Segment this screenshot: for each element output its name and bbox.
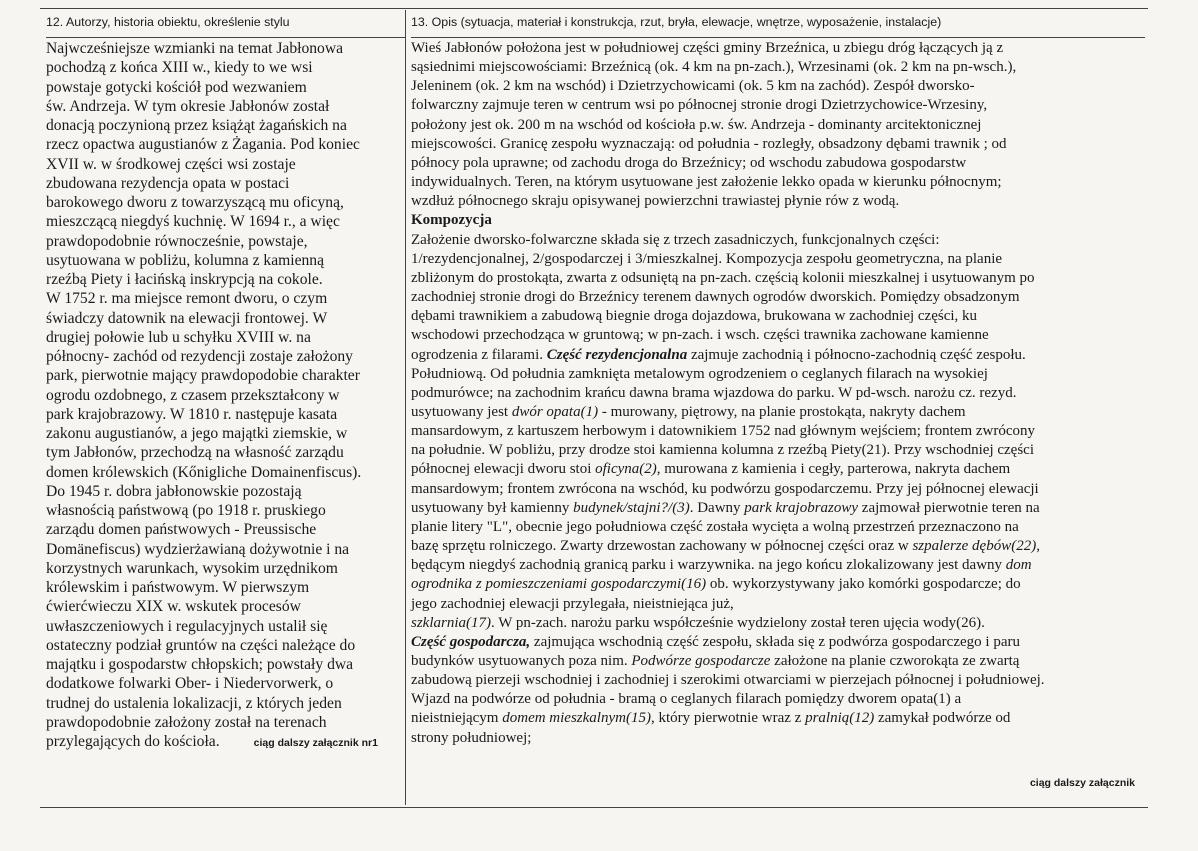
text-line: północny- zachód od rezydencji zostaje założony bbox=[46, 348, 353, 365]
text-run: ob. wykorzystywany jako komórki gospodarcze; do bbox=[706, 576, 1021, 593]
text-line: strony południowej; bbox=[411, 729, 532, 746]
text-line: ćwierćwieczu XIX w. wskutek procesów bbox=[46, 598, 301, 616]
text-line: usytuowana w pobliżu, kolumna z kamienną bbox=[46, 251, 325, 269]
text-line: rzeźbą Piety i łacińską inskrypcją na cokole. bbox=[46, 271, 323, 288]
text-line: dodatkowe folwarki Ober- i Niedervorwerk, o bbox=[46, 675, 334, 693]
term-farm-part: Część gospodarcza, bbox=[411, 633, 531, 650]
text-line: sąsiednimi miejscowościami: Brzeźnicą (ok. 4 km na pn-zach.), Wrzesinami (ok. 2 km na pn-wsch.), bbox=[411, 59, 1017, 76]
text-run: ogrodzenia z filarami. bbox=[411, 346, 547, 363]
text-line: św. Andrzeja. W tym okresie Jabłonów został bbox=[46, 97, 330, 115]
text-line: rzecz opactwa augustianów z Żagania. Pod koniec bbox=[46, 136, 360, 154]
text-line bbox=[411, 346, 1145, 365]
text-line: wschodowi przechodząca w gruntową; w pn-zach. i wsch. części trawnika zachowane kamienne bbox=[411, 327, 989, 344]
text-line: prawdopodobnie równocześnie, powstaje, bbox=[46, 232, 308, 250]
text-line: zachodniej stronie drogi do Brzeźnicy terenem dawnych ogrodów dworskich. Pomiędzy obsadzonym bbox=[411, 289, 1020, 306]
subsection-title: Kompozycja bbox=[411, 212, 492, 229]
text-line: W 1752 r. ma miejsce remont dworu, o czym bbox=[46, 290, 328, 308]
text-line: świadczy datownik na elewacji frontowej. W bbox=[46, 309, 328, 327]
section-description bbox=[407, 10, 1145, 805]
text-line: ogrodu ozdobnego, z czasem przekształcony w bbox=[46, 386, 340, 404]
text-run: założone na planie czworokąta ze zwartą bbox=[770, 653, 1020, 669]
text-line bbox=[411, 652, 1145, 671]
text-line: mansardowym; frontem zwrócona na wschód, ku podwórzu gospodarczemu. Przy jej północnej elewacji bbox=[411, 480, 1039, 497]
text-line: Jeleninem (ok. 2 km na wschód) i Dzietrzychowicami (ok. 5 km na zachód). Zespół dworsko- bbox=[411, 78, 975, 95]
text-line bbox=[411, 403, 1145, 422]
continuation-note-right: ciąg dalszy załącznik bbox=[1029, 777, 1135, 789]
term-residential-house: domem mieszkalnym(15) bbox=[502, 710, 651, 727]
text-run: zajmuje zachodnią i północno-zachodnią część zespołu. bbox=[687, 346, 1026, 363]
text-line: Założenie dworsko-folwarczne składa się z trzech zasadniczych, funkcjonalnych części: bbox=[411, 231, 940, 248]
text-line: zbudowana rezydencja opata w postaci bbox=[46, 174, 290, 192]
text-line: powstaje gotycki kościół pod wezwaniem bbox=[46, 78, 307, 96]
text-run: zamykał podwórze od bbox=[874, 710, 1011, 727]
text-line: wzdłuż północnego skraju opisywanej powierzchni trawiastej płynie rów z wodą. bbox=[411, 193, 900, 210]
term-residential-part: Część rezydencjonalna bbox=[546, 346, 688, 363]
continuation-note-left: ciąg dalszy załącznik nr1 bbox=[253, 737, 378, 749]
term-gardener-house-cont: ogrodnika z pomieszczeniami gospodarczymi(16) bbox=[411, 576, 707, 593]
term-outbuilding: oficyna(2) bbox=[595, 461, 657, 478]
term-laundry: pralnią(12) bbox=[805, 710, 875, 727]
text-line bbox=[411, 537, 1145, 556]
text-line: 1/rezydencjonalnej, 2/gospodarczej i 3/mieszkalnej. Kompozycja zespołu geometryczna, na planie bbox=[411, 250, 1003, 267]
text-line: Wjazd na podwórze od południa - bramą o ceglanych filarach pomiędzy dworem opata(1) a bbox=[411, 691, 962, 708]
text-line: własnością państwową (po 1918 r. pruskiego bbox=[46, 502, 326, 519]
text-line: północy pola uprawne; od zachodu droga do Brzeźnicy; od wschodu zabudowa gospodarstw bbox=[411, 154, 967, 171]
text-line: park krajobrazowy. W 1810 r. następuje kasata bbox=[46, 405, 338, 423]
text-line: drugiej połowie lub u schyłku XVIII w. na bbox=[46, 328, 311, 346]
text-line: Domänefiscus) wydzierżawianą dożywotnie i na bbox=[46, 540, 350, 558]
text-line: zakonu augustianów, a jego majątki ziemskie, w bbox=[46, 425, 348, 442]
text-line: miejscowości. Granicę zespołu wyznaczają: od południa - rozległy, obsadzony dębami trawnik ; od bbox=[411, 135, 1007, 152]
text-line: położony jest ok. 200 m na wschód od kościoła p.w. św. Andrzeja - dominanty arcitektonicznej bbox=[411, 116, 982, 133]
text-line: ostateczny podział gruntów na części należące do bbox=[46, 636, 356, 654]
text-line bbox=[411, 575, 1145, 594]
section-heading-12: 12. Autorzy, historia obiektu, określenie stylu bbox=[46, 13, 405, 38]
text-line: Najwcześniejsze wzmianki na temat Jabłonowa bbox=[46, 40, 344, 57]
text-run: będącym niegdyś zachodnią granicą parku i warzywnika. na jego końcu zlokalizowany jest dawny bbox=[411, 557, 1006, 574]
text-line: Południową. Od południa zamknięta metalowym ogrodzeniem o ceglanych filarach na wysokiej bbox=[411, 365, 988, 382]
text-line: zbliżonym do prostokąta, zwarta z odsuniętą na pn-zach. częścią kolonii mieszkalnej i usytuowanym po bbox=[411, 269, 1035, 286]
text-line: uwłaszczeniowych i regulacyjnych ustalił się bbox=[46, 617, 328, 635]
text-line bbox=[411, 460, 1145, 479]
text-line: mieszczącą niegdyś kuchnię. W 1694 r., a więc bbox=[46, 213, 340, 231]
text-line bbox=[411, 614, 1145, 633]
text-line: planie litery "L", obecnie jego południowa część została wycięta a wolną przestrzeń przeznaczono na bbox=[411, 518, 1019, 535]
text-run: budynków usytuowanych poza nim. bbox=[411, 653, 632, 669]
term-farmyard: Podwórze gospodarcze bbox=[631, 653, 771, 669]
text-line bbox=[411, 709, 1145, 728]
text-line: domen królewskich (Kőnigliche Domainenfiscus). bbox=[46, 463, 362, 481]
text-line: barokowego dworu z towarzyszącą mu oficyną, bbox=[46, 194, 344, 211]
text-line: majątku i gospodarstw chłopskich; powstały dwa bbox=[46, 656, 354, 673]
text-run: usytuowany był kamienny bbox=[411, 499, 574, 516]
text-line: zarządu domen państwowych - Preussische bbox=[46, 521, 317, 539]
text-line: trudnej do ustalenia lokalizacji, z których jeden bbox=[46, 694, 342, 712]
text-run: zajmująca wschodnią część zespołu, składa się z podwórza gospodarczego i paru bbox=[530, 633, 1020, 650]
text-run: zajmował pierwotnie teren na bbox=[858, 499, 1040, 516]
text-line: folwarczny zajmuje teren w centrum wsi po północnej stronie drogi Dzietrzychowice-Wrzesiny, bbox=[411, 97, 988, 114]
text-line: królewskim i państwowym. W pierwszym bbox=[46, 579, 310, 596]
text-line: prawdopodobnie założony został na terenach bbox=[46, 713, 327, 731]
text-run: . W pn-zach. narożu parku współcześnie wydzielony został teren ujęcia wody(26). bbox=[491, 614, 985, 631]
text-line: podmurówce; na zachodnim krańcu dawna brama wjazdowa do parku. W pd-wsch. narożu cz. rezyd. bbox=[411, 384, 1017, 401]
section-history bbox=[42, 10, 406, 805]
text-line: park, pierwotnie mający prawdopodobie charakter bbox=[46, 367, 360, 385]
term-greenhouse: szklarnia(17) bbox=[411, 614, 491, 631]
text-run: , bbox=[1036, 538, 1040, 555]
text-run: nieistniejącym bbox=[411, 710, 503, 727]
last-line-text: przylegających do kościoła. bbox=[46, 733, 220, 750]
text-line: na południe. W pobliżu, przy drodze stoi kamienna kolumna z rzeźbą Piety(21). Przy wschodniej części bbox=[411, 442, 1035, 459]
text-line: pochodzą z końca XIII w., kiedy to we wsi bbox=[46, 59, 313, 77]
text-run: usytuowany jest bbox=[411, 403, 512, 420]
text-line: dębami trawnikiem a zabudową biegnie droga dojazdowa, brukowana w zachodniej części, ku bbox=[411, 308, 978, 325]
history-text bbox=[46, 39, 405, 753]
text-line: Wieś Jabłonów położona jest w południowej części gminy Brzeźnica, u zbiegu dróg łączących ją z bbox=[411, 40, 1004, 56]
text-line: korzystnych warunkach, wysokim urzędnikom bbox=[46, 559, 338, 577]
text-line: donacją poczynioną przez książąt żagańskich na bbox=[46, 117, 347, 134]
term-gardener-house: dom bbox=[1005, 557, 1032, 574]
term-abbot-manor: dwór opata(1) bbox=[511, 403, 599, 420]
term-oak-alley: szpalerze dębów(22) bbox=[912, 538, 1037, 555]
text-line bbox=[411, 499, 1145, 518]
section-heading-13: 13. Opis (sytuacja, materiał i konstrukcja, rzut, bryła, elewacje, wnętrze, wyposażenie, instalacje) bbox=[411, 13, 1145, 38]
text-run: , murowana z kamienia i cegły, parterowa, nakryta dachem bbox=[656, 461, 1011, 478]
text-line: tym Jabłonów, przechodzą na własność zarządu bbox=[46, 444, 344, 462]
text-run: , który pierwotnie wraz z bbox=[650, 710, 806, 727]
text-line: jego zachodniej elewacji przylegała, nieistniejąca już, bbox=[411, 595, 734, 612]
text-line: zabudową pierzeji wschodniej i zachodniej i szerokimi otwarciami w pierzejach północnej i południowej. bbox=[411, 672, 1045, 689]
text-run: bazę sprzętu rolniczego. Zwarty drzewostan zachowany w północnej części oraz w bbox=[411, 538, 913, 555]
text-line: XVII w. w środkowej części wsi zostaje bbox=[46, 155, 296, 173]
text-line bbox=[411, 633, 1145, 652]
text-line: indywidualnych. Teren, na którym usytuowane jest założenie lekko opada w kierunku północnym; bbox=[411, 174, 1002, 191]
text-line: mansardowym, z kartuszem herbowym i datownikiem 1752 nad głównym wejściem; frontem zwrócony bbox=[411, 423, 1036, 440]
term-landscape-park: park krajobrazowy bbox=[744, 499, 859, 516]
text-line: Do 1945 r. dobra jabłonowskie pozostają bbox=[46, 482, 302, 500]
text-run: - murowany, piętrowy, na planie prostokąta, nakryty dachem bbox=[598, 403, 966, 420]
term-stable: budynek/stajni?/(3) bbox=[573, 499, 690, 516]
text-run: północnej elewacji dworu stoi bbox=[411, 461, 596, 478]
text-run: . Dawny bbox=[689, 499, 745, 516]
text-line-last bbox=[46, 732, 405, 753]
text-line bbox=[411, 556, 1145, 575]
description-text bbox=[411, 39, 1145, 748]
